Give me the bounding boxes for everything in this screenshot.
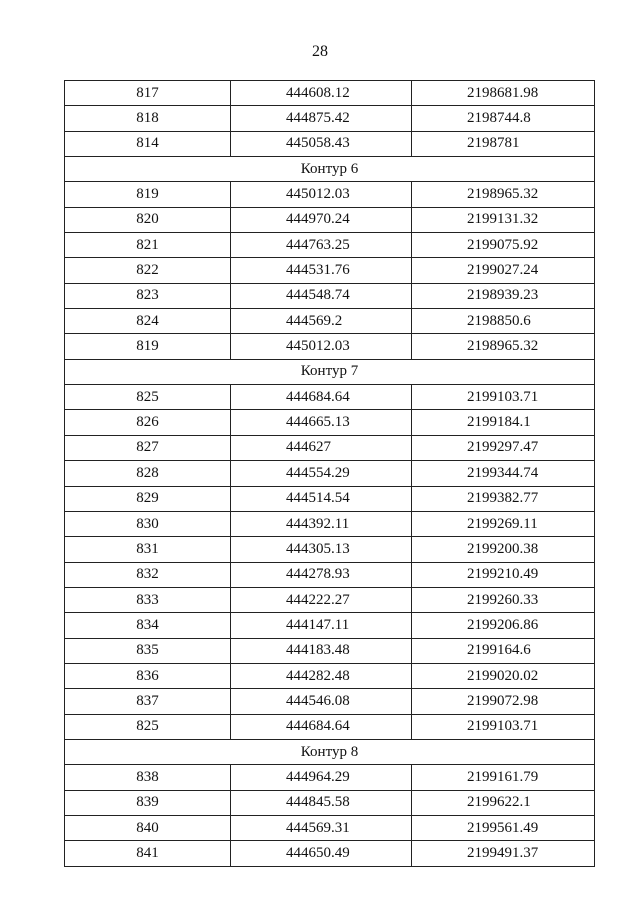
point-number-cell: 831 [65, 537, 231, 562]
point-number-cell: 823 [65, 283, 231, 308]
y-coordinate-cell: 2199260.33 [412, 587, 595, 612]
x-coordinate-cell: 444650.49 [231, 841, 412, 866]
y-coordinate-cell: 2198681.98 [412, 81, 595, 106]
y-coordinate-cell: 2199103.71 [412, 385, 595, 410]
x-coordinate-cell: 444278.93 [231, 562, 412, 587]
y-coordinate-cell: 2199161.79 [412, 765, 595, 790]
x-coordinate-cell: 444147.11 [231, 613, 412, 638]
table-row [65, 334, 595, 359]
x-coordinate-cell: 444964.29 [231, 765, 412, 790]
point-number-cell: 814 [65, 131, 231, 156]
table-row [65, 385, 595, 410]
point-number-cell: 839 [65, 790, 231, 815]
x-coordinate-cell: 444845.58 [231, 790, 412, 815]
contour-header-row [65, 359, 595, 384]
point-number-cell: 827 [65, 435, 231, 460]
point-number-cell: 835 [65, 638, 231, 663]
table-row [65, 410, 595, 435]
table-row [65, 207, 595, 232]
y-coordinate-cell: 2199020.02 [412, 663, 595, 688]
contour-label: Контур 6 [65, 157, 595, 182]
point-number-cell: 841 [65, 841, 231, 866]
point-number-cell: 822 [65, 258, 231, 283]
x-coordinate-cell: 444548.74 [231, 283, 412, 308]
x-coordinate-cell: 444684.64 [231, 385, 412, 410]
table-row [65, 81, 595, 106]
x-coordinate-cell: 444222.27 [231, 587, 412, 612]
y-coordinate-cell: 2198965.32 [412, 334, 595, 359]
table-row [65, 841, 595, 866]
y-coordinate-cell: 2198781 [412, 131, 595, 156]
contour-header-row [65, 739, 595, 764]
y-coordinate-cell: 2199027.24 [412, 258, 595, 283]
table-row [65, 309, 595, 334]
point-number-cell: 817 [65, 81, 231, 106]
y-coordinate-cell: 2199075.92 [412, 233, 595, 258]
table-row [65, 486, 595, 511]
point-number-cell: 828 [65, 461, 231, 486]
x-coordinate-cell: 444546.08 [231, 689, 412, 714]
point-number-cell: 830 [65, 511, 231, 536]
x-coordinate-cell: 444608.12 [231, 81, 412, 106]
coordinates-table-body [65, 81, 595, 867]
table-row [65, 765, 595, 790]
point-number-cell: 836 [65, 663, 231, 688]
x-coordinate-cell: 445012.03 [231, 334, 412, 359]
x-coordinate-cell: 444554.29 [231, 461, 412, 486]
x-coordinate-cell: 444282.48 [231, 663, 412, 688]
table-row [65, 790, 595, 815]
table-row [65, 435, 595, 460]
contour-label: Контур 8 [65, 739, 595, 764]
x-coordinate-cell: 444763.25 [231, 233, 412, 258]
table-row [65, 258, 595, 283]
x-coordinate-cell: 444392.11 [231, 511, 412, 536]
page-number: 28 [312, 43, 328, 60]
y-coordinate-cell: 2198850.6 [412, 309, 595, 334]
table-row [65, 537, 595, 562]
table-row [65, 283, 595, 308]
x-coordinate-cell: 444970.24 [231, 207, 412, 232]
contour-label: Контур 7 [65, 359, 595, 384]
coordinates-table [64, 80, 595, 867]
point-number-cell: 834 [65, 613, 231, 638]
point-number-cell: 819 [65, 334, 231, 359]
point-number-cell: 833 [65, 587, 231, 612]
table-row [65, 182, 595, 207]
table-row [65, 233, 595, 258]
table-row [65, 689, 595, 714]
table-row [65, 815, 595, 840]
y-coordinate-cell: 2199269.11 [412, 511, 595, 536]
x-coordinate-cell: 444627 [231, 435, 412, 460]
y-coordinate-cell: 2199206.86 [412, 613, 595, 638]
point-number-cell: 838 [65, 765, 231, 790]
y-coordinate-cell: 2199131.32 [412, 207, 595, 232]
table-row [65, 562, 595, 587]
table-row [65, 131, 595, 156]
table-row [65, 613, 595, 638]
y-coordinate-cell: 2198965.32 [412, 182, 595, 207]
x-coordinate-cell: 445012.03 [231, 182, 412, 207]
point-number-cell: 819 [65, 182, 231, 207]
y-coordinate-cell: 2199622.1 [412, 790, 595, 815]
point-number-cell: 818 [65, 106, 231, 131]
point-number-cell: 825 [65, 385, 231, 410]
point-number-cell: 826 [65, 410, 231, 435]
table-row [65, 714, 595, 739]
point-number-cell: 820 [65, 207, 231, 232]
x-coordinate-cell: 444875.42 [231, 106, 412, 131]
point-number-cell: 821 [65, 233, 231, 258]
x-coordinate-cell: 445058.43 [231, 131, 412, 156]
table-row [65, 663, 595, 688]
point-number-cell: 829 [65, 486, 231, 511]
y-coordinate-cell: 2199184.1 [412, 410, 595, 435]
y-coordinate-cell: 2199297.47 [412, 435, 595, 460]
x-coordinate-cell: 444305.13 [231, 537, 412, 562]
y-coordinate-cell: 2199344.74 [412, 461, 595, 486]
y-coordinate-cell: 2199382.77 [412, 486, 595, 511]
table-row [65, 587, 595, 612]
x-coordinate-cell: 444183.48 [231, 638, 412, 663]
table-row [65, 511, 595, 536]
x-coordinate-cell: 444514.54 [231, 486, 412, 511]
x-coordinate-cell: 444665.13 [231, 410, 412, 435]
point-number-cell: 825 [65, 714, 231, 739]
y-coordinate-cell: 2199210.49 [412, 562, 595, 587]
y-coordinate-cell: 2198939.23 [412, 283, 595, 308]
point-number-cell: 840 [65, 815, 231, 840]
y-coordinate-cell: 2199561.49 [412, 815, 595, 840]
y-coordinate-cell: 2199491.37 [412, 841, 595, 866]
x-coordinate-cell: 444684.64 [231, 714, 412, 739]
y-coordinate-cell: 2199072.98 [412, 689, 595, 714]
x-coordinate-cell: 444569.2 [231, 309, 412, 334]
y-coordinate-cell: 2198744.8 [412, 106, 595, 131]
table-row [65, 461, 595, 486]
y-coordinate-cell: 2199200.38 [412, 537, 595, 562]
contour-header-row [65, 157, 595, 182]
x-coordinate-cell: 444531.76 [231, 258, 412, 283]
table-row [65, 106, 595, 131]
point-number-cell: 837 [65, 689, 231, 714]
y-coordinate-cell: 2199164.6 [412, 638, 595, 663]
y-coordinate-cell: 2199103.71 [412, 714, 595, 739]
point-number-cell: 832 [65, 562, 231, 587]
x-coordinate-cell: 444569.31 [231, 815, 412, 840]
point-number-cell: 824 [65, 309, 231, 334]
table-row [65, 638, 595, 663]
